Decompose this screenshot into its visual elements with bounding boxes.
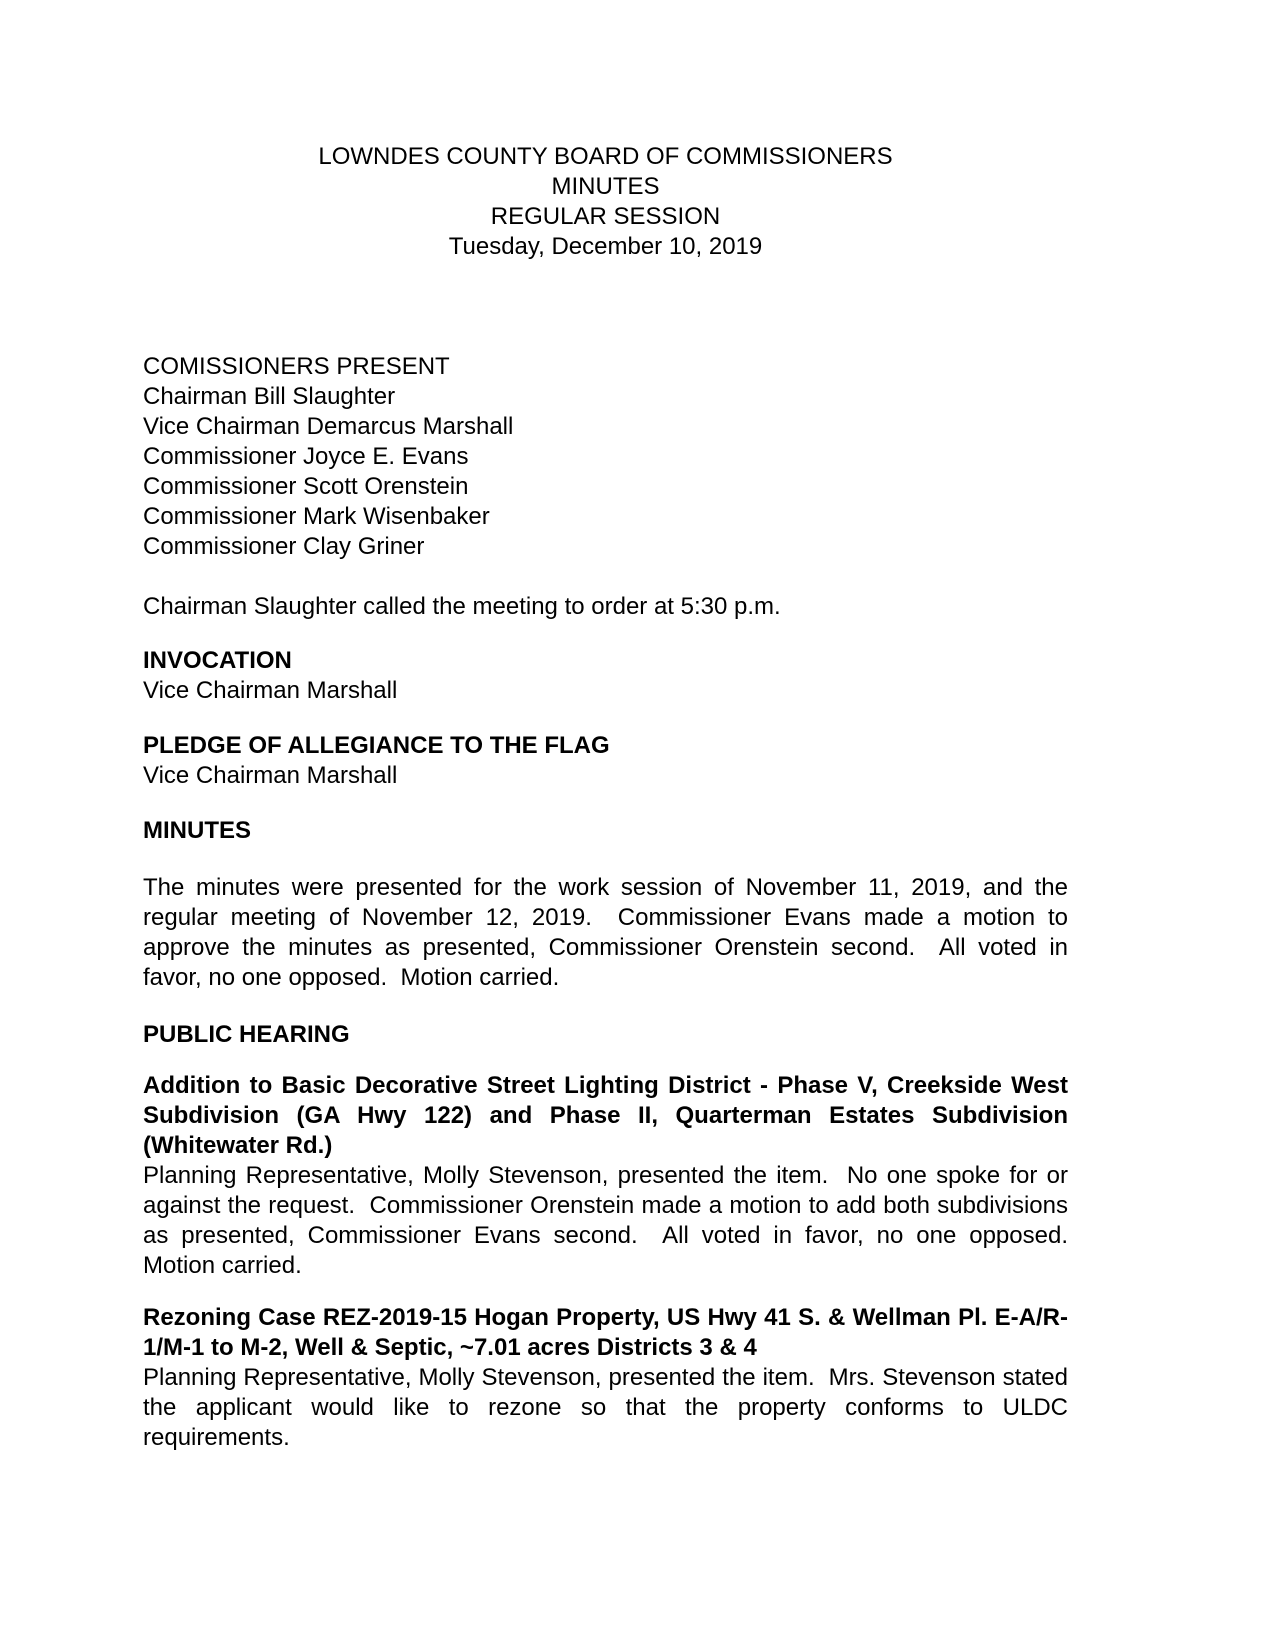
public-hearing-item-body: Planning Representative, Molly Stevenson, presented the item. Mrs. Stevenson stated the applicant would like to rezone so that the property conforms to ULDC requirements. xyxy=(143,1364,1075,1451)
invocation-heading: INVOCATION xyxy=(143,647,292,674)
minutes-section xyxy=(143,816,1075,993)
pledge-section xyxy=(143,731,1068,791)
attendance-heading: COMISSIONERS PRESENT xyxy=(143,353,450,380)
attendance-member: Commissioner Clay Griner xyxy=(143,533,425,560)
minutes-heading: MINUTES xyxy=(143,817,251,844)
title-date: Tuesday, December 10, 2019 xyxy=(448,233,763,260)
minutes-paragraph: The minutes were presented for the work session of November 11, 2019, and the regular meeting of November 12, 2019. Commissioner Evans made a motion to approve the minutes as presented, Commissioner Orenstein second. All voted in favor, no one opposed. Motion carried. xyxy=(143,874,1075,991)
attendance-member: Chairman Bill Slaughter xyxy=(143,383,396,410)
public-hearing-item-title: Rezoning Case REZ-2019-15 Hogan Property, US Hwy 41 S. & Wellman Pl. E-A/R-1/M-1 to M-2, Well & Septic, ~7.01 acres Districts 3 & 4 xyxy=(143,1304,1068,1361)
attendance-member: Commissioner Mark Wisenbaker xyxy=(143,503,490,530)
public-hearing-item-title: Addition to Basic Decorative Street Lighting District - Phase V, Creekside West Subdivision (GA Hwy 122) and Phase II, Quarterman Estates Subdivision (Whitewater Rd.) xyxy=(143,1072,1075,1159)
attendance-member: Vice Chairman Demarcus Marshall xyxy=(143,413,514,440)
public-hearing-item xyxy=(143,1071,1082,1281)
title-document-type: MINUTES xyxy=(551,173,660,200)
document-content xyxy=(143,142,1082,1453)
invocation-presenter: Vice Chairman Marshall xyxy=(143,677,398,704)
public-hearing-heading: PUBLIC HEARING xyxy=(143,1021,350,1048)
attendance-section xyxy=(143,352,1068,562)
attendance-member: Commissioner Joyce E. Evans xyxy=(143,443,469,470)
attendance-member: Commissioner Scott Orenstein xyxy=(143,473,469,500)
pledge-heading: PLEDGE OF ALLEGIANCE TO THE FLAG xyxy=(143,732,610,759)
public-hearing-item-body: Planning Representative, Molly Stevenson, presented the item. No one spoke for or against the request. Commissioner Orenstein made a motion to add both subdivisions as presented, Commissioner Evans second. All voted in favor, no one opposed. Motion carried. xyxy=(143,1162,1082,1279)
public-hearing-item xyxy=(143,1303,1075,1453)
pledge-presenter: Vice Chairman Marshall xyxy=(143,762,398,789)
title-organization: LOWNDES COUNTY BOARD OF COMMISSIONERS xyxy=(318,143,893,170)
public-hearing-section xyxy=(143,1020,1082,1453)
invocation-section xyxy=(143,646,1068,706)
document-title-block xyxy=(143,142,1068,262)
call-to-order-statement: Chairman Slaughter called the meeting to order at 5:30 p.m. xyxy=(143,593,781,620)
title-session-type: REGULAR SESSION xyxy=(490,203,721,230)
